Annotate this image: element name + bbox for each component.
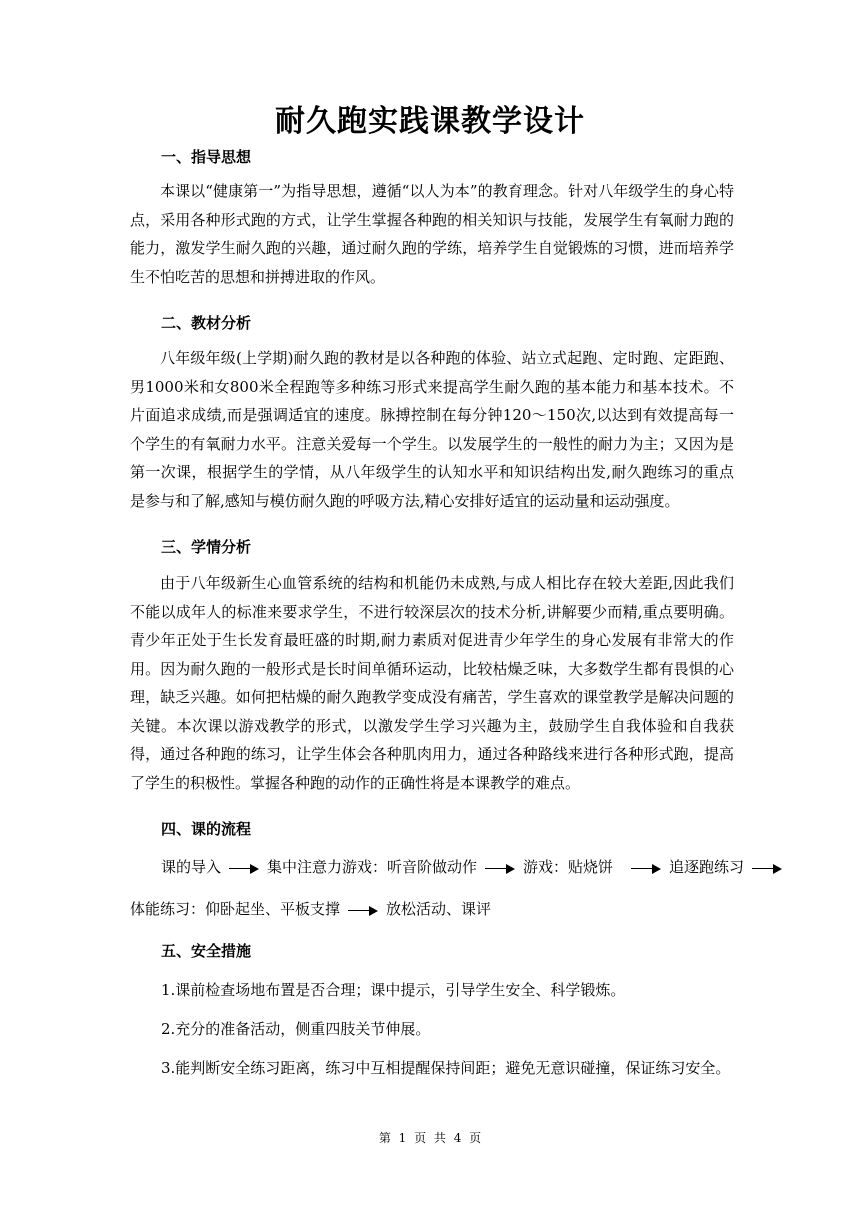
arrow-right-icon [348,906,378,916]
safety-item: 2.充分的准备活动，侧重四肢关节伸展。 [161,1020,431,1038]
flow-step: 游戏：贴烧饼 [523,858,614,876]
flow-step: 课的导入 [161,858,222,876]
paragraph-student-analysis: 由于八年级新生心血管系统的结构和机能仍未成熟,与成人相比存在较大差距,因此我们不能以成年人的标准来要求学生，不进行较深层次的技术分析,讲解要少而精,重点要明确。青少年正处于生长发育最旺盛的时期,耐力素质对促进青少年学生的身心发展有非常大的作用。因为耐久跑的一般形式是长时间单循环运动，比较枯燥乏味，大多数学生都有畏惧的心理，缺乏兴趣。如何把枯燥的耐久跑教学变成没有痛苦，学生喜欢的课堂教学是解决问题的关键。本次课以游戏教学的形式，以激发学生学习兴趣为主，鼓励学生自我体验和自我获得，通过各种跑的练习，让学生体会各种肌肉用力，通过各种路线来进行各种形式跑，提高了学生的积极性。掌握各种跑的动作的正确性将是本课教学的难点。 [130,574,734,792]
arrow-right-icon [631,864,661,874]
flow-step: 放松活动、课评 [386,900,492,918]
section-heading-guiding-idea: 一、指导思想 [161,148,252,166]
section-heading-lesson-flow: 四、课的流程 [161,820,252,838]
lesson-flow-row-1 [161,856,790,877]
paragraph-material-analysis: 八年级年级(上学期)耐久跑的教材是以各种跑的体验、站立式起跑、定时跑、定距跑、男1000米和女800米全程跑等多种练习形式来提高学生耐久跑的基本能力和基本技术。不片面追求成绩,而是强调适宜的速度。脉搏控制在每分钟120～150次,以达到有效提高每一个学生的有氧耐力水平。注意关爱每一个学生。以发展学生的一般性的耐力为主；又因为是第一次课，根据学生的学情，从八年级学生的认知水平和知识结构出发,耐久跑练习的重点是参与和了解,感知与模仿耐久跑的呼吸方法,精心安排好适宜的运动量和运动强度。 [130,349,734,510]
arrow-right-icon [229,864,259,874]
safety-item: 3.能判断安全练习距离，练习中互相提醒保持间距；避免无意识碰撞，保证练习安全。 [161,1059,731,1077]
lesson-flow-row-2 [130,898,491,919]
arrow-right-icon [485,864,515,874]
page-footer: 第 1 页 共 4 页 [378,1131,482,1145]
flow-step: 追逐跑练习 [669,858,745,876]
section-heading-student-analysis: 三、学情分析 [161,538,252,556]
flow-step: 体能练习：仰卧起坐、平板支撑 [130,900,341,918]
document-title: 耐久跑实践课教学设计 [275,104,585,139]
section-heading-material-analysis: 二、教材分析 [161,314,252,332]
safety-item: 1.课前检查场地布置是否合理；课中提示，引导学生安全、科学锻炼。 [161,981,626,999]
section-heading-safety-measures: 五、安全措施 [161,942,252,960]
flow-step: 集中注意力游戏：听音阶做动作 [267,858,478,876]
paragraph-guiding-idea: 本课以“健康第一”为指导思想，遵循“以人为本”的教育理念。针对八年级学生的身心特点，采用各种形式跑的方式，让学生掌握各种跑的相关知识与技能，发展学生有氧耐力跑的能力，激发学生耐久跑的兴趣，通过耐久跑的学练，培养学生自觉锻炼的习惯，进而培养学生不怕吃苦的思想和拼搏进取的作风。 [130,182,734,286]
arrow-right-icon [752,864,782,874]
